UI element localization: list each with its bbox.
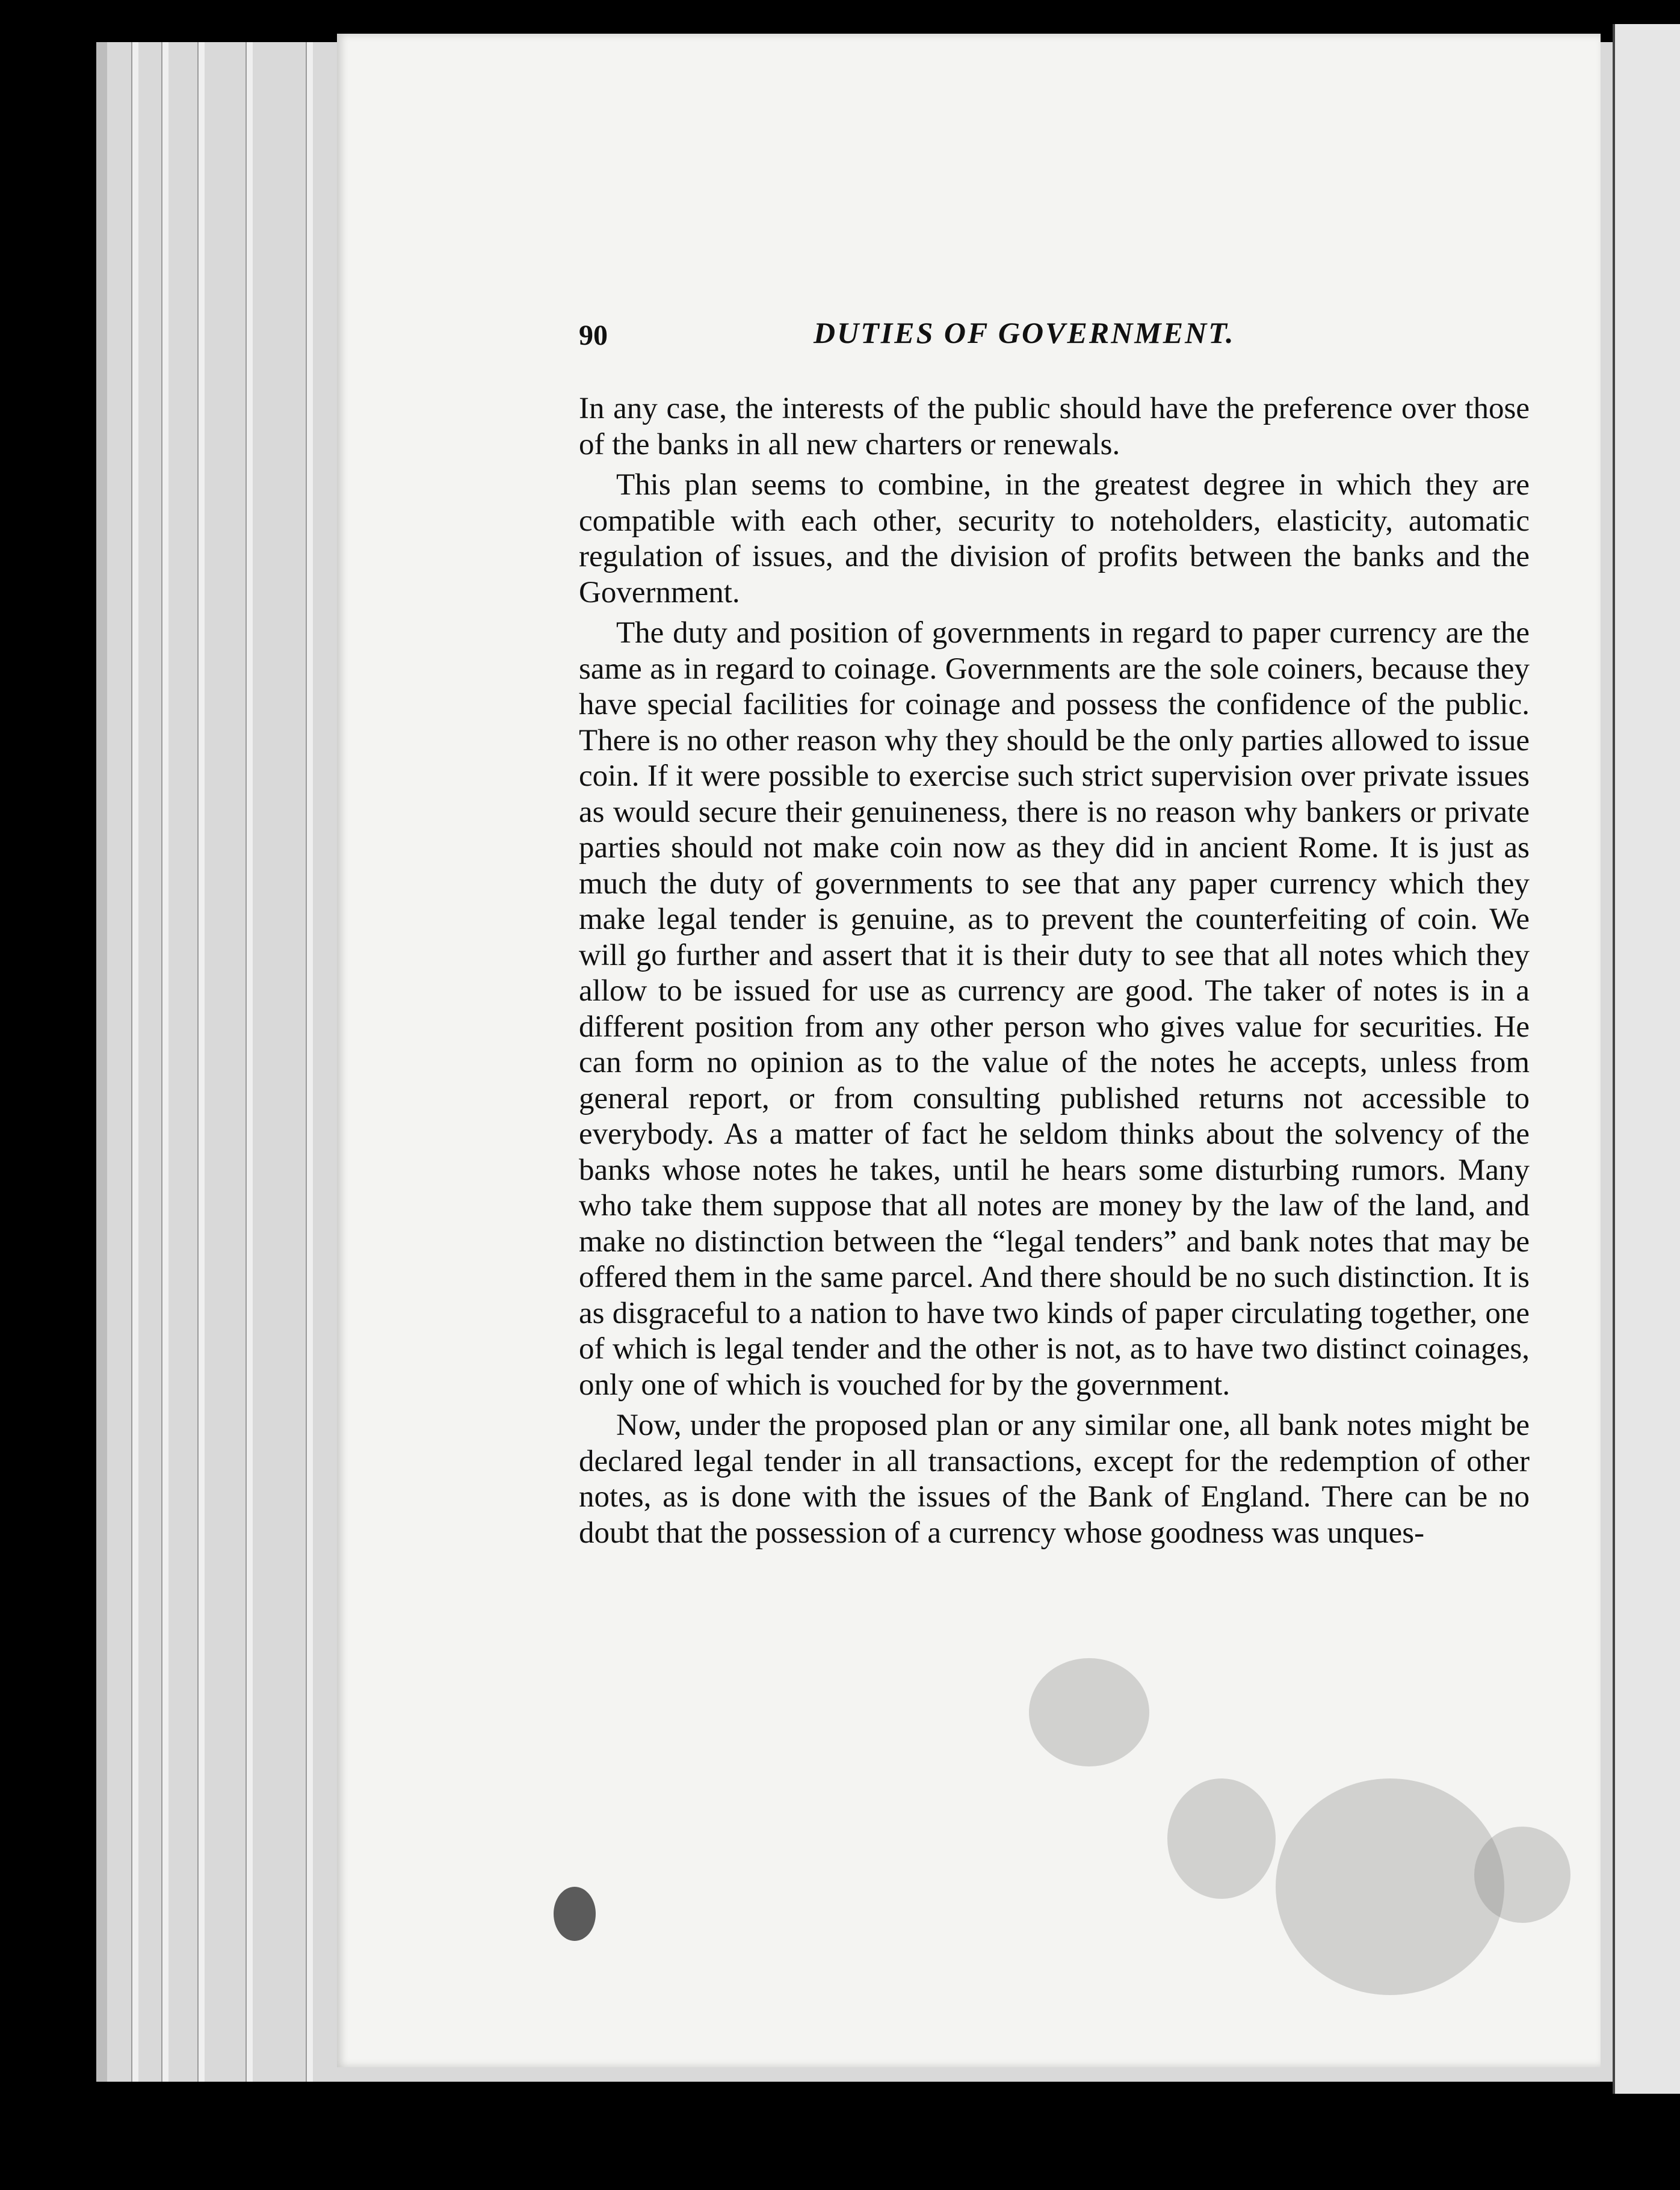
- running-head: DUTIES OF GOVERNMENT.: [814, 316, 1235, 350]
- body-text: [579, 391, 1530, 1907]
- page-number: 90: [579, 319, 608, 351]
- facing-page-edge: [1613, 24, 1680, 2094]
- page-edge-line: [161, 42, 168, 2082]
- paragraph: This plan seems to combine, in the greatest degree in which they are compatible with each other, security to noteholders, elasticity, automatic regulation of issues, and the division of profits between the banks and the Government.: [579, 468, 1530, 609]
- page-edge-line: [131, 42, 138, 2082]
- page-header: [579, 316, 1301, 367]
- page-edge-line: [197, 42, 205, 2082]
- page-edge-line: [246, 42, 253, 2082]
- paragraph: The duty and position of governments in regard to paper currency are the same as in regard to coinage. Governments are the sole coiners, because they have special facilities for coinage and possess the confidence of the public. There is no other reason why they should be the only parties allowed to issue coin. If it were possible to exercise such strict supervision over private issues as would secure their genuineness, there is no reason why bankers or private parties should not make coin now as they did in ancient Rome. It is just as much the duty of governments to see that any paper currency which they make legal tender is genuine, as to prevent the counterfeiting of coin. We will go further and assert that it is their duty to see that all notes which they allow to be issued for use as currency are good. The taker of notes is in a different position from any other person who gives value for securities. He can form no opinion as to the value of the notes he accepts, unless from general report, or from consulting published returns not accessible to everybody. As a matter of fact he seldom thinks about the solvency of the banks whose notes he takes, until he hears some disturbing rumors. Many who take them suppose that all notes are money by the law of the land, and make no distinction between the “legal tenders” and bank notes that may be offered them in the same parcel. And there should be no such distinction. It is as disgraceful to a nation to have two kinds of paper circulating together, one of which is legal tender and the other is not, as to have two distinct coinages, only one of which is vouched for by the government.: [579, 616, 1530, 1402]
- paragraph: In any case, the interests of the public should have the preference over those of the banks in all new charters or renewals.: [579, 392, 1530, 461]
- paragraph: Now, under the proposed plan or any similar one, all bank notes might be declared legal tender in all transactions, except for the redemption of other notes, as is done with the issues of the Bank of England. There can be no doubt that the possession of a currency whose goodness was unques-: [579, 1408, 1530, 1550]
- page-edge-line: [306, 42, 313, 2082]
